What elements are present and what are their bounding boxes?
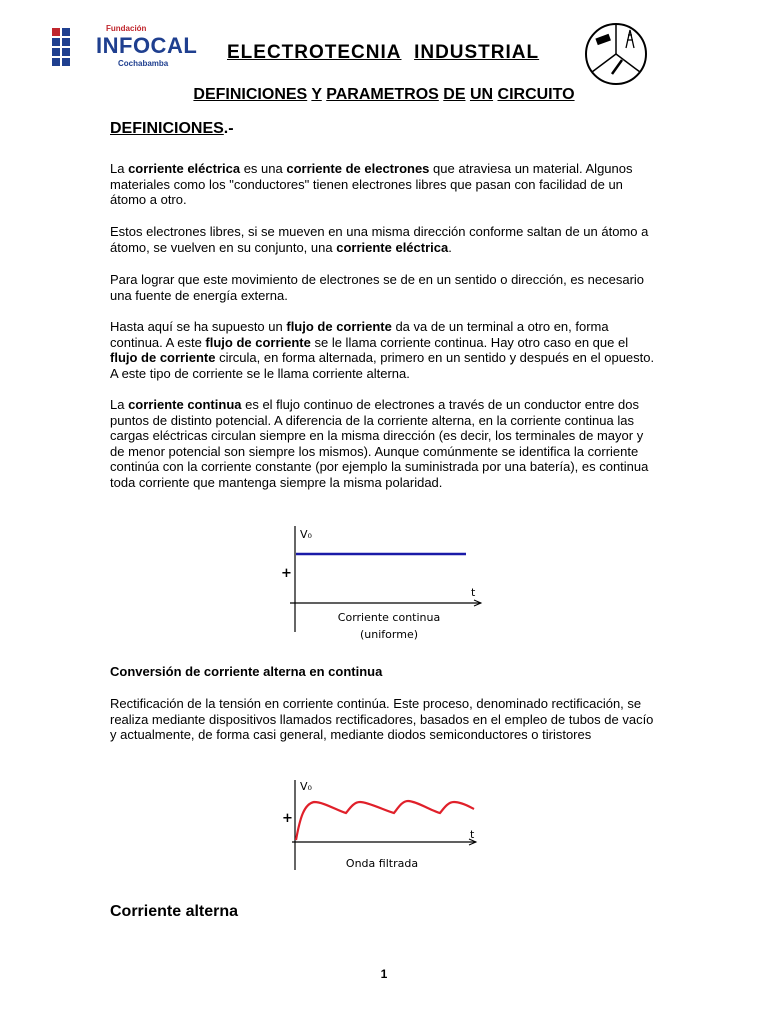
header-title-part2: INDUSTRIAL bbox=[414, 42, 540, 63]
paragraph-2: Estos electrones libres, si se mueven en una misma dirección conforme saltan de un átomo a átomo, se vuelven en su conjunto, una corriente eléctrica. bbox=[110, 224, 649, 255]
logo-name: INFOCAL bbox=[96, 33, 198, 58]
fig2-plus-sign: + bbox=[282, 811, 293, 826]
fig1-caption-line1: Corriente continua bbox=[337, 611, 441, 624]
logo-grid-icon bbox=[52, 28, 72, 68]
subtitle-word: CIRCUITO bbox=[497, 86, 575, 103]
logo-city: Cochabamba bbox=[118, 59, 169, 68]
paragraph-5: La corriente continua es el flujo continuo de electrones a través de un conductor entre dos puntos de distinto potencial. A diferencia de la corriente alterna, en la corriente continua las cargas eléctricas circulan siempre en la misma dirección (es decir, los terminales de mayor y de menor potencial son siempre los mismos). Aunque comúnmente se identifica la corriente continúa con la corriente constante (por ejemplo la suministrada por una batería), es continua toda corriente que mantenga siempre la misma polaridad. bbox=[110, 397, 649, 490]
filtered-wave-line bbox=[296, 801, 474, 840]
header-title-part1: ELECTROTECNIA bbox=[227, 42, 402, 63]
fig2-caption: Onda filtrada bbox=[345, 857, 419, 870]
document-subtitle bbox=[0, 86, 768, 104]
fig2-x-label: t bbox=[470, 828, 475, 841]
dc-current-figure bbox=[278, 522, 488, 646]
infocal-logo bbox=[46, 24, 196, 74]
paragraph-4: Hasta aquí se ha supuesto un flujo de corriente da va de un terminal a otro en, forma continua. A este flujo de corriente se le llama corriente continua. Hay otro caso en que el flujo de corriente circula, en forma alternada, primero en un sentido y después en el opuesto. A este tipo de corriente se le llama corriente alterna. bbox=[110, 319, 655, 381]
fig2-y-label: V₀ bbox=[300, 780, 312, 793]
subheading-conversion: Conversión de corriente alterna en continua bbox=[110, 664, 383, 679]
fig1-plus-sign: + bbox=[281, 566, 292, 581]
paragraph-1: La corriente eléctrica es una corriente de electrones que atraviesa un material. Algunos materiales como los "conductores" tienen electrones libres que pasan con facilidad de un átomo a otro. bbox=[110, 161, 633, 208]
subtitle-word: Y bbox=[311, 86, 322, 103]
page-number: 1 bbox=[380, 967, 388, 981]
paragraph-6: Rectificación de la tensión en corriente continúa. Este proceso, denominado rectificación, se realiza mediante dispositivos llamados rectificadores, basados en el empleo de tubos de vacío y actualmente, de forma casi general, mediante diodos semiconductores o tiristores bbox=[110, 696, 654, 743]
electrical-emblem-icon bbox=[584, 22, 648, 86]
paragraph-3: Para lograr que este movimiento de electrones se de en un sentido o dirección, es necesario una fuente de energía externa. bbox=[110, 272, 645, 303]
section-heading-text: DEFINICIONES bbox=[110, 120, 224, 137]
subheading-alternating: Corriente alterna bbox=[110, 903, 239, 920]
subtitle-word: PARAMETROS bbox=[326, 86, 439, 103]
subtitle-word: DEFINICIONES bbox=[193, 86, 308, 103]
section-heading bbox=[110, 120, 234, 138]
page-header-title bbox=[227, 42, 539, 64]
fig1-x-label: t bbox=[471, 586, 476, 599]
logo-foundation-text: Fundación bbox=[106, 24, 147, 33]
subtitle-word: UN bbox=[469, 86, 494, 103]
subtitle-word: DE bbox=[443, 86, 466, 103]
fig1-y-label: V₀ bbox=[300, 528, 312, 541]
filtered-wave-figure bbox=[280, 778, 480, 872]
section-heading-suffix: .- bbox=[223, 120, 234, 137]
fig1-caption-line2: (uniforme) bbox=[360, 628, 418, 641]
